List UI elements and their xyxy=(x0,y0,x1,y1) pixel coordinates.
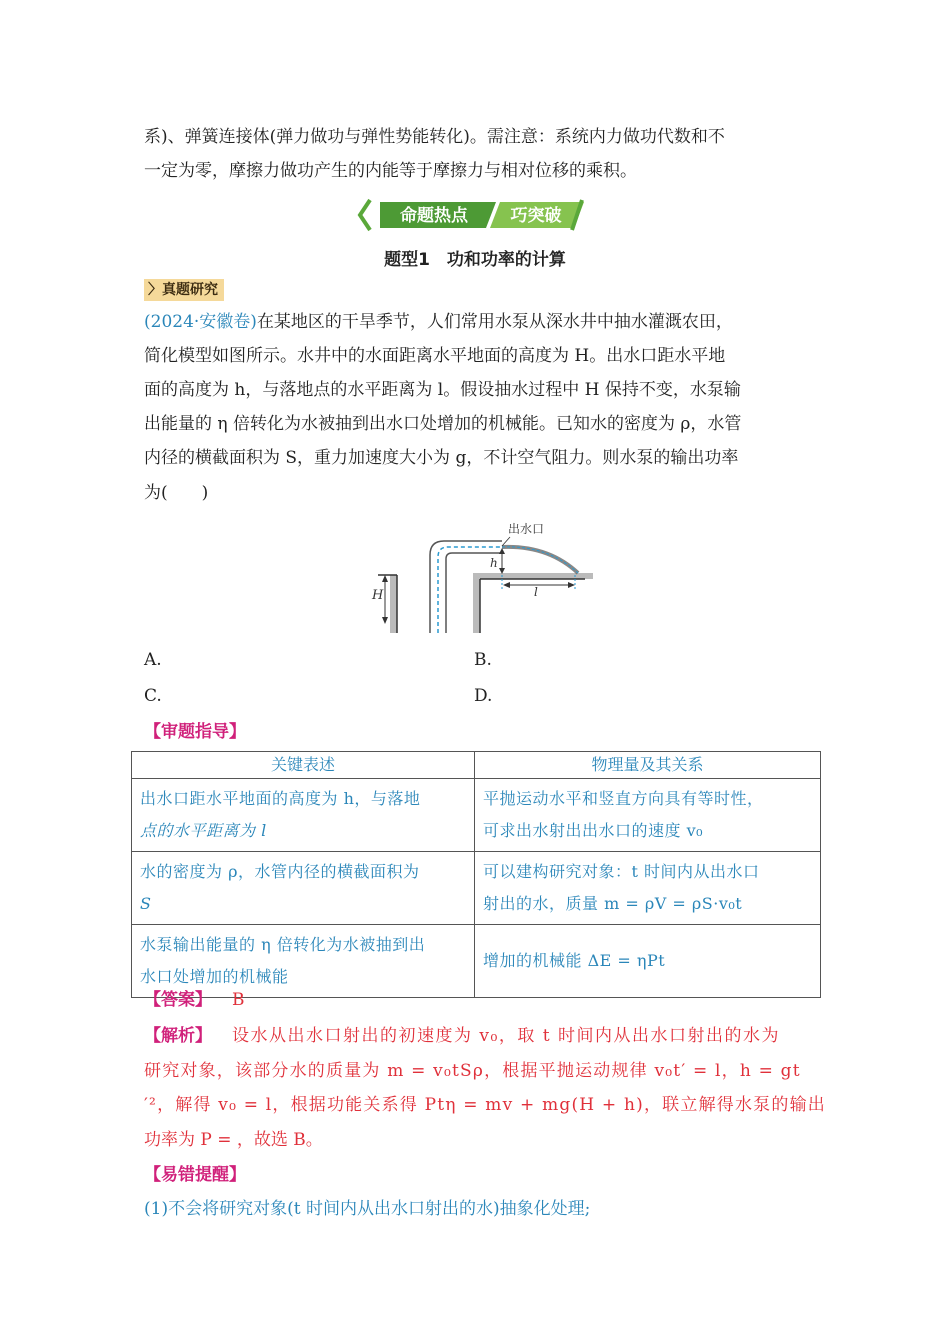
section-title: 题型1 功和功率的计算 xyxy=(384,250,566,270)
well-wall-hatch xyxy=(390,575,397,633)
table-header-quantity: 物理量及其关系 xyxy=(475,752,821,779)
banner-left-chevron-icon xyxy=(360,200,370,230)
banner-left-text: 命题热点 xyxy=(400,206,468,226)
table-cell: 增加的机械能 ΔE = ηPt xyxy=(475,925,821,998)
H-label: H xyxy=(372,588,384,603)
option-a[interactable]: A. xyxy=(144,650,162,670)
table-header-key: 关键表述 xyxy=(132,752,475,779)
answer-label: 【答案】 xyxy=(144,990,212,1010)
table-cell: 水泵输出能量的 η 倍转化为水被抽到出 水口处增加的机械能 xyxy=(132,925,475,998)
tips-heading: 【易错提醒】 xyxy=(144,1165,246,1185)
water-trajectory xyxy=(502,547,578,573)
question-line-6: 为( ) xyxy=(144,483,209,503)
table-row xyxy=(132,852,821,925)
analysis-line-3: ′²，解得 v₀ = l，根据功能关系得 Ptη = mv + mg(H + h)，联立解得水泵的输出 xyxy=(144,1095,826,1115)
table-header-row xyxy=(132,752,821,779)
analysis-line-1: 【解析】 设水从出水口射出的初速度为 v₀，取 t 时间内从出水口射出的水为 xyxy=(144,1026,780,1046)
table-cell: 可以建构研究对象：t 时间内从出水口 射出的水，质量 m = ρV = ρS·v₀t xyxy=(475,852,821,925)
tag-text: 真题研究 xyxy=(162,282,218,298)
banner-right-text: 巧突破 xyxy=(510,206,562,226)
guide-table xyxy=(131,751,821,998)
outlet-label: 出水口 xyxy=(508,522,545,536)
question-line-5: 内径的横截面积为 S，重力加速度大小为 g，不计空气阻力。则水泵的输出功率 xyxy=(144,448,739,468)
analysis-line-2: 研究对象，该部分水的质量为 m = v₀tSρ，根据平抛运动规律 v₀t′ = l，h = gt xyxy=(144,1061,801,1081)
l-label: l xyxy=(534,585,538,599)
table-row xyxy=(132,779,821,852)
h-label: h xyxy=(490,556,498,570)
option-c[interactable]: C. xyxy=(144,686,162,706)
question-text-1: 在某地区的干旱季节，人们常用水泵从深水井中抽水灌溉农田， xyxy=(256,312,733,332)
option-d[interactable]: D. xyxy=(474,686,493,706)
option-b[interactable]: B. xyxy=(474,650,492,670)
table-row xyxy=(132,925,821,998)
question-source: (2024·安徽卷) xyxy=(144,312,257,332)
intro-line-2: 一定为零，摩擦力做功产生的内能等于摩擦力与相对位移的乘积。 xyxy=(144,161,637,181)
tips-line-1: (1)不会将研究对象(t 时间内从出水口射出的水)抽象化处理; xyxy=(144,1199,591,1219)
question-line-4: 出能量的 η 倍转化为水被抽到出水口处增加的机械能。已知水的密度为 ρ，水管 xyxy=(144,414,742,434)
question-line-3: 面的高度为 h，与落地点的水平距离为 l。假设抽水过程中 H 保持不变，水泵输 xyxy=(144,380,741,400)
table-cell: 出水口距水平地面的高度为 h，与落地 点的水平距离为 l xyxy=(132,779,475,852)
answer-line xyxy=(144,988,245,1012)
tag-chevron-icon: 〉 xyxy=(148,282,162,298)
analysis-line-4: 功率为 P = ，故选 B。 xyxy=(144,1130,323,1150)
question-line-1 xyxy=(144,310,733,334)
intro-line-1: 系)、弹簧连接体(弹力做功与弹性势能转化)。需注意：系统内力做功代数和不 xyxy=(144,127,725,147)
tag-label xyxy=(144,279,224,301)
analysis-label: 【解析】 xyxy=(144,1026,212,1046)
section-banner xyxy=(356,196,592,234)
guide-heading: 【审题指导】 xyxy=(144,722,246,742)
question-line-2: 简化模型如图所示。水井中的水面距离水平地面的高度为 H。出水口距水平地 xyxy=(144,346,726,366)
answer-value: B xyxy=(232,990,245,1010)
pump-diagram xyxy=(360,515,600,637)
table-cell: 水的密度为 ρ，水管内径的横截面积为 S xyxy=(132,852,475,925)
table-cell: 平抛运动水平和竖直方向具有等时性， 可求出水射出出水口的速度 v₀ xyxy=(475,779,821,852)
